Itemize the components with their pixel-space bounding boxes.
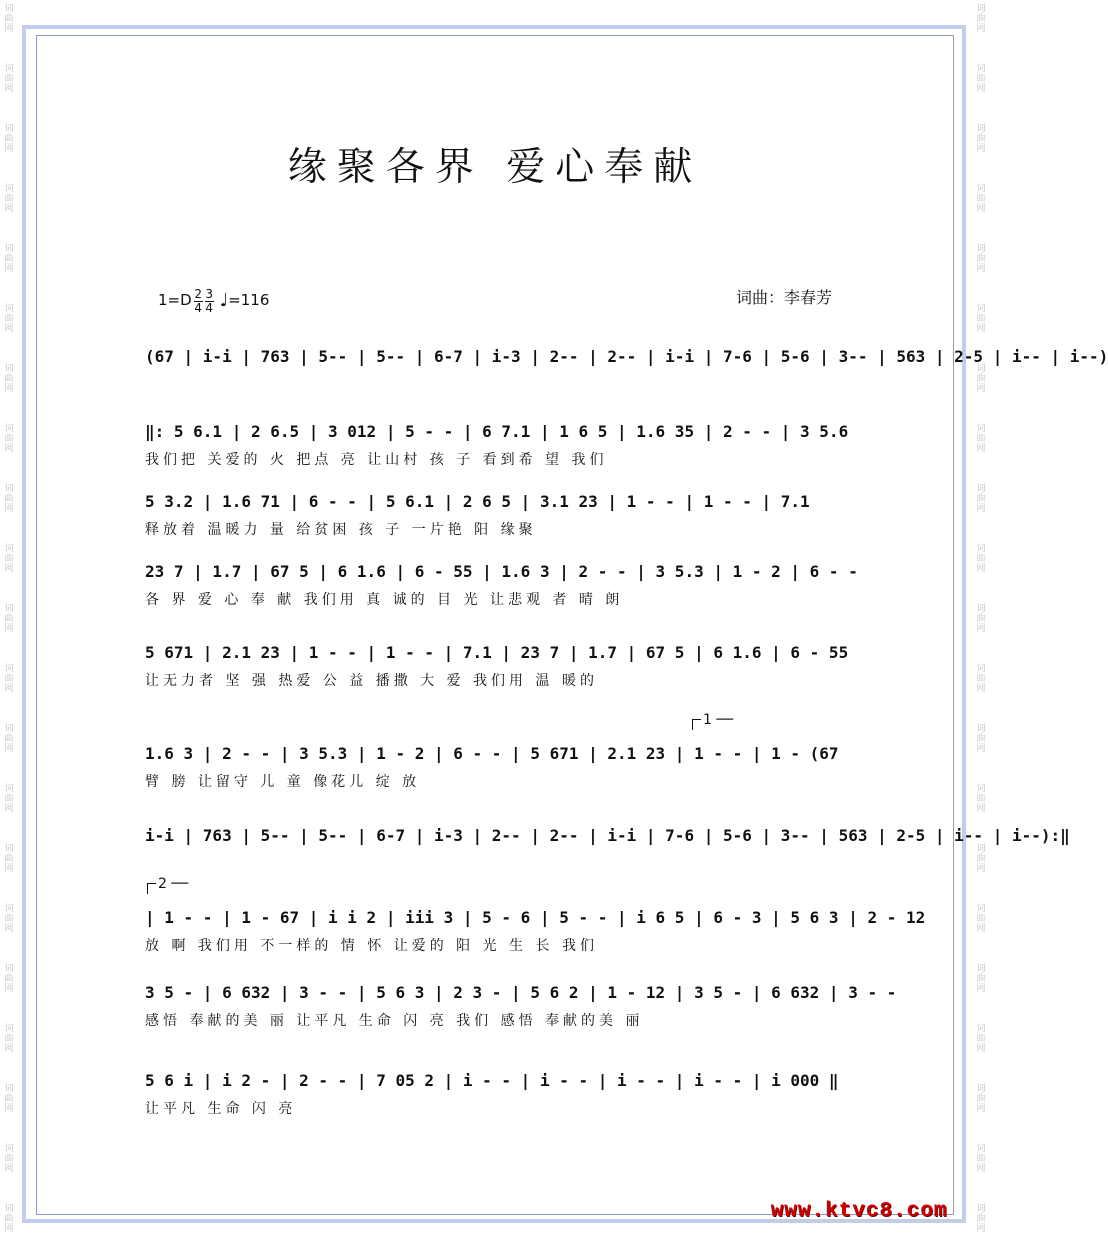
watermark-text: 词曲网 (4, 1144, 14, 1174)
watermark-text: 词曲网 (4, 484, 14, 514)
watermark-text: 词曲网 (4, 964, 14, 994)
watermark-text: 词曲网 (976, 964, 986, 994)
time-signature-2 (205, 286, 214, 315)
watermark-text: 词曲网 (976, 844, 986, 874)
watermark-text: 词曲网 (976, 124, 986, 154)
notation-row: | 1 - - | 1 - 67 | i i 2 | iii 3 | 5 - 6 | 5 - - | i 6 5 | 6 - 3 | 5 6 3 | 2 - 12 (145, 908, 926, 927)
watermark-text: 词曲网 (4, 784, 14, 814)
watermark-text: 词曲网 (4, 604, 14, 634)
lyrics-row: 让平凡 生命 闪 亮 (145, 1101, 297, 1117)
notation-row: 1.6 3 | 2 - - | 3 5.3 | 1 - 2 | 6 - - | 5 671 | 2.1 23 | 1 - - | 1 - (67 (145, 744, 839, 763)
watermark-text: 词曲网 (4, 4, 14, 34)
meter-1-top: 2 (194, 286, 202, 301)
watermark-text: 词曲网 (976, 604, 986, 634)
watermark-text: 词曲网 (976, 784, 986, 814)
watermark-text: 词曲网 (976, 184, 986, 214)
watermark-text: 词曲网 (976, 1084, 986, 1114)
notation-row: 5 3.2 | 1.6 71 | 6 - - | 5 6.1 | 2 6 5 | 3.1 23 | 1 - - | 1 - - | 7.1 (145, 492, 810, 511)
watermark-text: 词曲网 (4, 1084, 14, 1114)
meter-2-bottom: 4 (205, 300, 213, 315)
watermark-text: 词曲网 (976, 664, 986, 694)
notation-row: (67 | i-i | 763 | 5-- | 5-- | 6-7 | i-3 | 2-- | 2-- | i-i | 7-6 | 5-6 | 3-- | 563 | 2-5 | i-- | i--) (145, 347, 1108, 366)
watermark-text: 词曲网 (4, 244, 14, 274)
lyrics-row: 让无力者 坚 强 热爱 公 益 播撒 大 爱 我们用 温 暖的 (145, 673, 598, 689)
watermark-text: 词曲网 (4, 1204, 14, 1234)
notation-row: i-i | 763 | 5-- | 5-- | 6-7 | i-3 | 2-- | 2-- | i-i | 7-6 | 5-6 | 3-- | 563 | 2-5 | i-- | i--):‖ (145, 826, 1070, 845)
watermark-text: 词曲网 (976, 244, 986, 274)
lyrics-row: 我们把 关爱的 火 把点 亮 让山村 孩 子 看到希 望 我们 (145, 452, 608, 468)
watermark-text: 词曲网 (4, 544, 14, 574)
watermark-text: 词曲网 (4, 1024, 14, 1054)
volta-2-label: 2 (158, 876, 167, 892)
watermark-text: 词曲网 (976, 544, 986, 574)
watermark-text: 词曲网 (976, 364, 986, 394)
key-label: 1=D (158, 291, 192, 309)
lyrics-row: 臂 膀 让留守 儿 童 像花儿 绽 放 (145, 774, 421, 790)
notation-row: 3 5 - | 6 632 | 3 - - | 5 6 3 | 2 3 - | 5 6 2 | 1 - 12 | 3 5 - | 6 632 | 3 - - (145, 983, 897, 1002)
notation-row: 23 7 | 1.7 | 67 5 | 6 1.6 | 6 - 55 | 1.6 3 | 2 - - | 3 5.3 | 1 - 2 | 6 - - (145, 562, 858, 581)
volta-2-bracket: 2 ── (147, 876, 188, 894)
watermark-text: 词曲网 (976, 724, 986, 754)
watermark-text: 词曲网 (4, 904, 14, 934)
time-signature-1 (194, 286, 203, 315)
notation-row: 5 671 | 2.1 23 | 1 - - | 1 - - | 7.1 | 23 7 | 1.7 | 67 5 | 6 1.6 | 6 - 55 (145, 643, 849, 662)
quarter-note-icon: ♩ (219, 289, 229, 311)
volta-1-bracket: 1 ── (692, 712, 733, 730)
meter-2-top: 3 (205, 286, 213, 301)
watermark-text: 词曲网 (4, 844, 14, 874)
watermark-text: 词曲网 (976, 1204, 986, 1234)
tempo-value: =116 (228, 291, 270, 309)
watermark-text: 词曲网 (4, 184, 14, 214)
volta-1-label: 1 (703, 712, 712, 728)
lyrics-row: 感悟 奉献的美 丽 让平凡 生命 闪 亮 我们 感悟 奉献的美 丽 (145, 1013, 644, 1029)
lyrics-row: 各 界 爱 心 奉 献 我们用 真 诚的 目 光 让悲观 者 晴 朗 (145, 592, 624, 608)
watermark-text: 词曲网 (4, 304, 14, 334)
watermark-text: 词曲网 (976, 1144, 986, 1174)
watermark-text: 词曲网 (4, 64, 14, 94)
key-signature-line (158, 283, 269, 317)
watermark-text: 词曲网 (976, 4, 986, 34)
song-title: 缘聚各界 爱心奉献 (287, 145, 703, 190)
watermark-text: 词曲网 (4, 424, 14, 454)
watermark-text: 词曲网 (4, 664, 14, 694)
composer-credit: 词曲：李春芳 (736, 288, 833, 307)
watermark-text: 词曲网 (976, 904, 986, 934)
lyrics-row: 放 啊 我们用 不一样的 情 怀 让爱的 阳 光 生 长 我们 (145, 938, 598, 954)
watermark-text: 词曲网 (4, 724, 14, 754)
watermark-text: 词曲网 (4, 124, 14, 154)
watermark-text: 词曲网 (976, 484, 986, 514)
meter-1-bottom: 4 (194, 300, 202, 315)
watermark-text: 词曲网 (976, 424, 986, 454)
watermark-text: 词曲网 (976, 1024, 986, 1054)
watermark-text: 词曲网 (4, 364, 14, 394)
watermark-text: 词曲网 (976, 64, 986, 94)
notation-row: 5 6 i | i 2 - | 2 - - | 7 05 2 | i - - | i - - | i - - | i - - | i 000 ‖ (145, 1071, 839, 1090)
notation-row: ‖: 5 6.1 | 2 6.5 | 3 012 | 5 - - | 6 7.1 | 1 6 5 | 1.6 35 | 2 - - | 3 5.6 (145, 422, 849, 441)
lyrics-row: 释放着 温暖力 量 给贫困 孩 子 一片艳 阳 缘聚 (145, 522, 537, 538)
watermark-text: 词曲网 (976, 304, 986, 334)
site-watermark-link[interactable]: www.ktvc8.com (770, 1200, 948, 1223)
